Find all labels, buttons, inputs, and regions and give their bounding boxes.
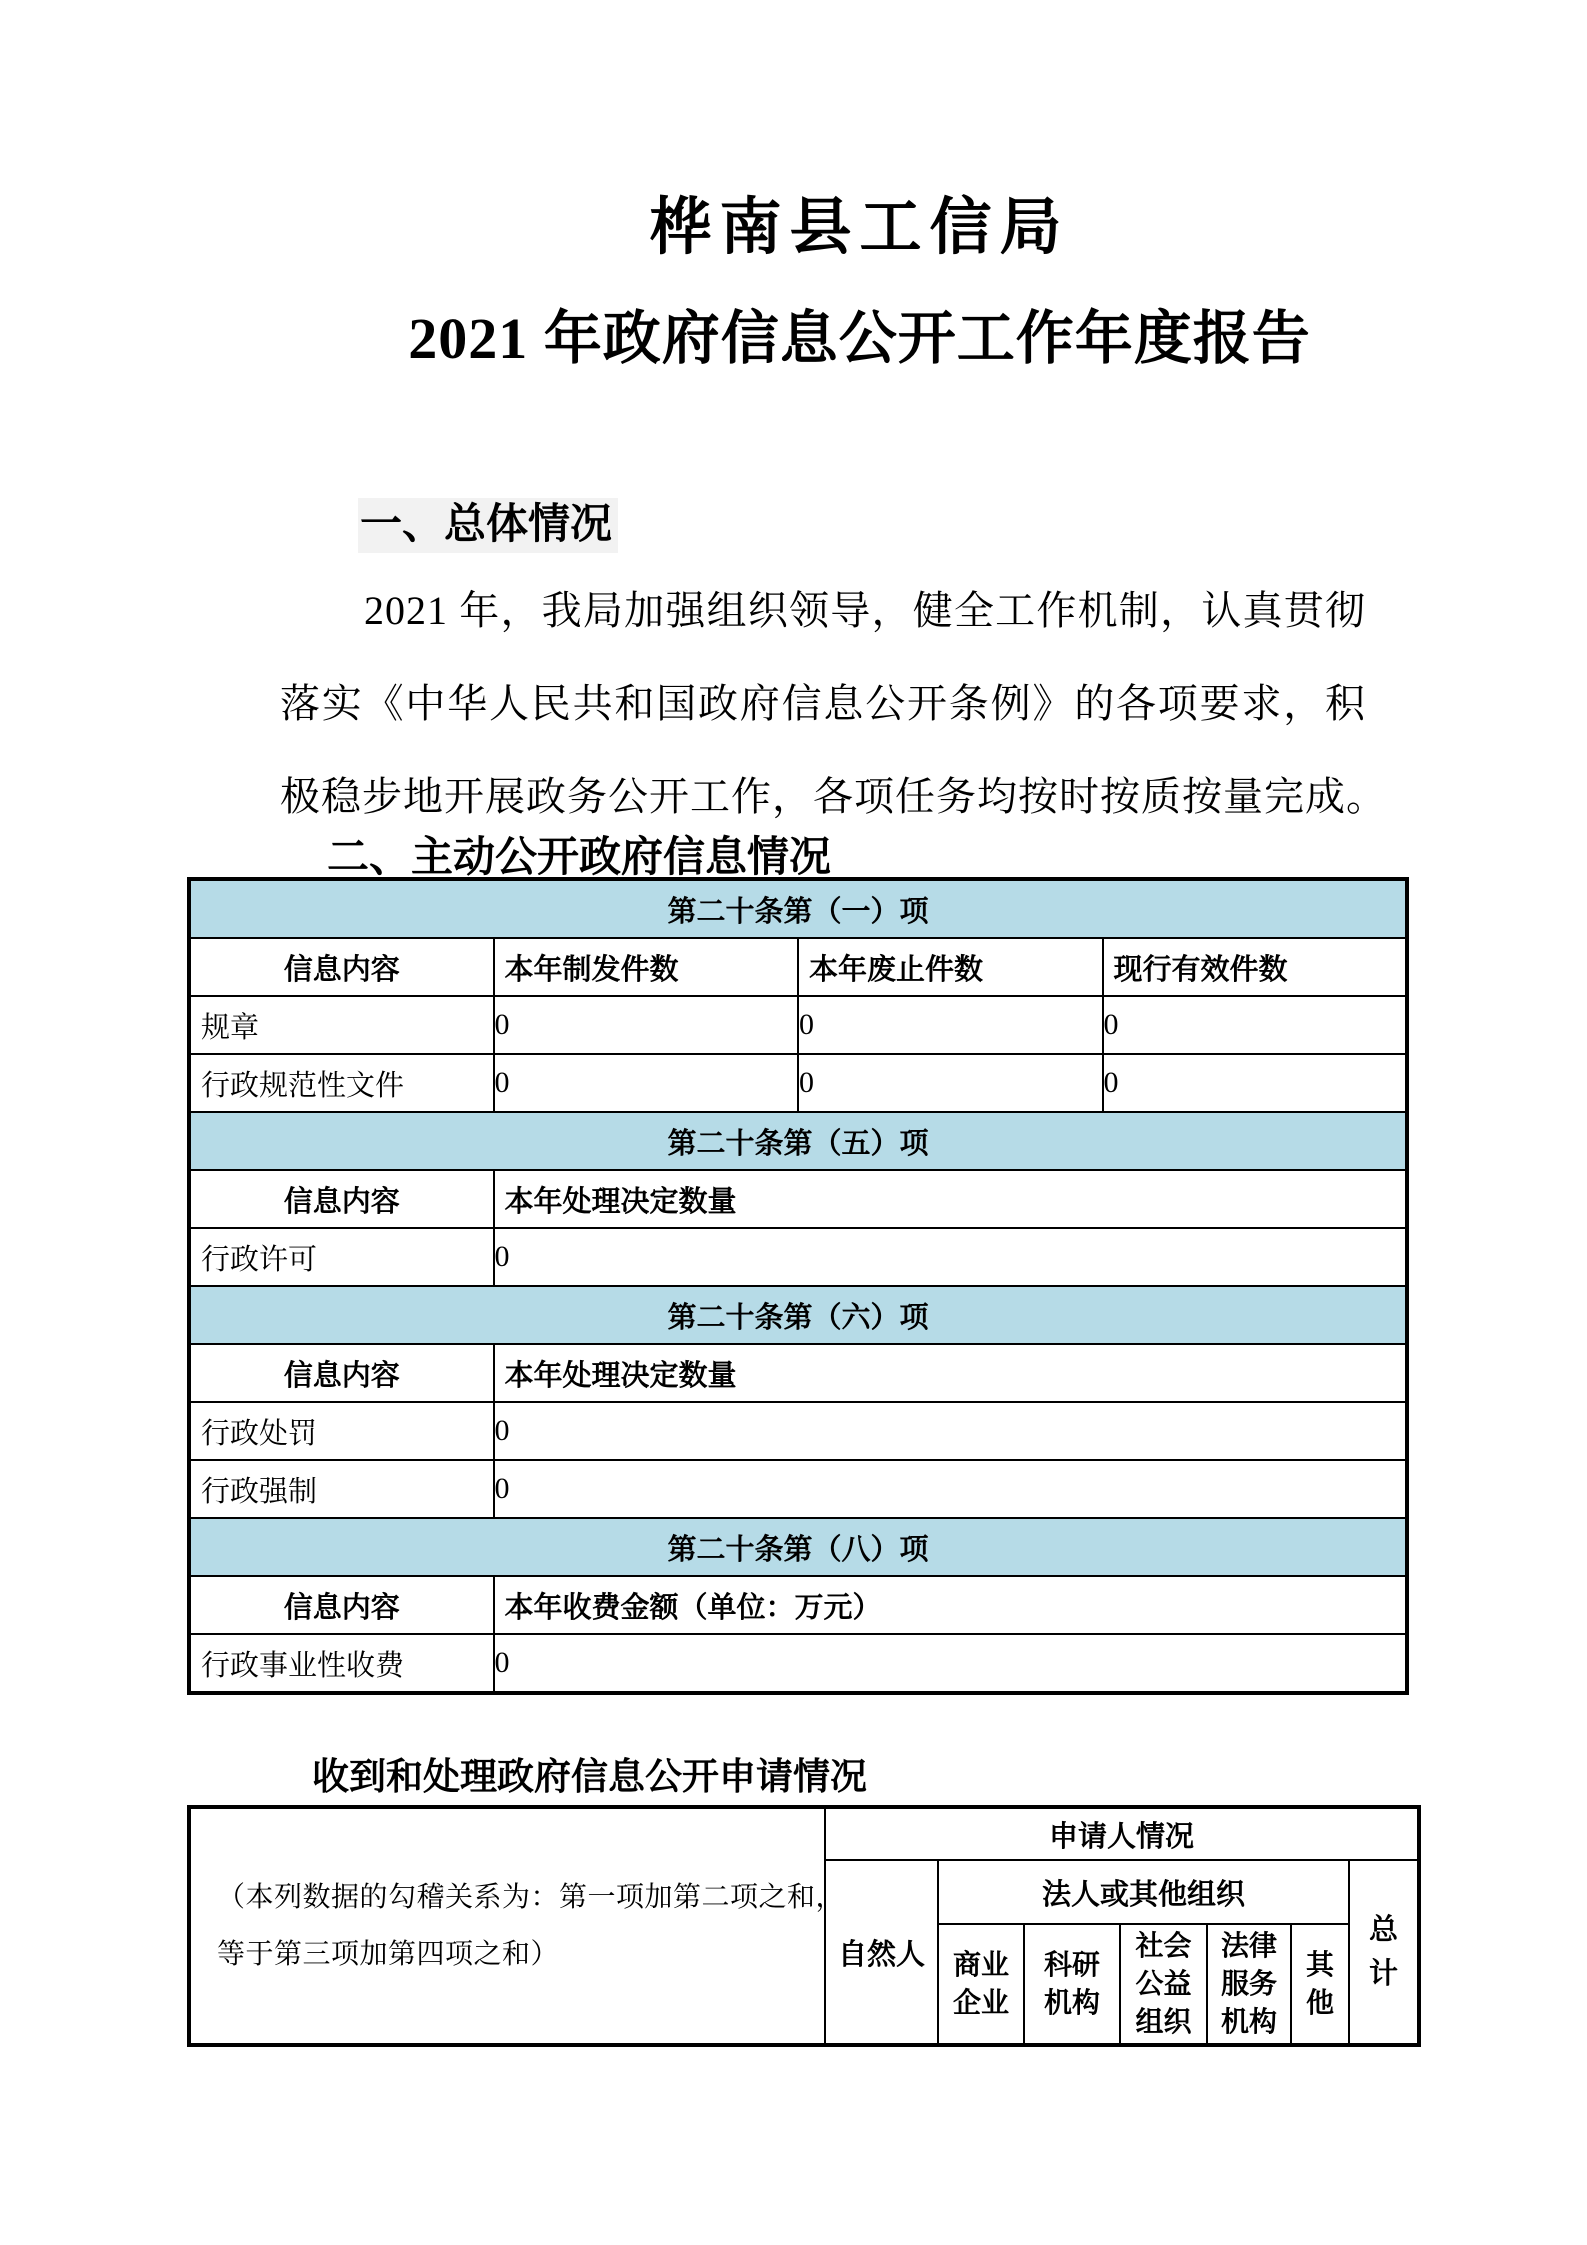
table2-sub-header: 其他: [1291, 1924, 1349, 2045]
table2-sub-header: 社会公益组织: [1120, 1924, 1207, 2045]
table2-total-cell: 总计: [1349, 1860, 1419, 2045]
section-1-heading-highlight: 一、总体情况: [358, 498, 618, 553]
table1-value: 0: [494, 1054, 799, 1112]
paragraph-line: 极稳步地开展政务公开工作，各项任务均按时按质按量完成。: [280, 774, 1387, 819]
table1-col-header: 本年处理决定数量: [494, 1170, 1408, 1228]
table1-section-header: 第二十条第（五）项: [189, 1112, 1407, 1170]
paragraph-line: 落实《中华人民共和国政府信息公开条例》的各项要求，积: [280, 681, 1366, 726]
table2-sub-header: 商业企业: [938, 1924, 1024, 2045]
table1-col-header: 本年处理决定数量: [494, 1344, 1408, 1402]
table1-value: 0: [494, 996, 799, 1054]
table1-value: 0: [798, 1054, 1103, 1112]
table1-section-header: 第二十条第（六）项: [189, 1286, 1407, 1344]
table2-sub-header: 法律服务机构: [1207, 1924, 1291, 2045]
document-title-line1: 桦南县工信局: [649, 194, 1070, 262]
paragraph-line: 2021 年，我局加强组织领导，健全工作机制，认真贯彻: [364, 588, 1366, 633]
table1-row-label: 行政许可: [189, 1228, 494, 1286]
table1-col-header: 现行有效件数: [1103, 938, 1408, 996]
applications-heading: 收到和处理政府信息公开申请情况: [312, 1756, 867, 1797]
table1-value: 0: [494, 1402, 1408, 1460]
proactive-disclosure-table: [187, 877, 1409, 1695]
table1-value: 0: [494, 1460, 1408, 1518]
table2-note-line: （本列数据的勾稽关系为：第一项加第二项之和，: [217, 1882, 845, 1913]
table1-value: 0: [494, 1634, 1408, 1693]
table1-value: 0: [1103, 1054, 1408, 1112]
table1-col-header: 信息内容: [189, 1576, 494, 1634]
section-2-heading: 二、主动公开政府信息情况: [327, 833, 832, 880]
table1-section-header: 第二十条第（八）项: [189, 1518, 1407, 1576]
table1-row-label: 行政处罚: [189, 1402, 494, 1460]
table1-section-header: 第二十条第（一）项: [189, 879, 1407, 938]
table1-col-header: 本年收费金额（单位：万元）: [494, 1576, 1408, 1634]
applications-table: [187, 1805, 1421, 2047]
table1-row-label: 行政强制: [189, 1460, 494, 1518]
table2-note-line: 等于第三项加第四项之和）: [217, 1939, 560, 1970]
table1-col-header: 本年制发件数: [494, 938, 799, 996]
table1-value: 0: [798, 996, 1103, 1054]
table1-col-header: 本年废止件数: [798, 938, 1103, 996]
table2-sub-header: 科研机构: [1024, 1924, 1120, 2045]
table1-col-header: 信息内容: [189, 1344, 494, 1402]
document-title-line2: 2021 年政府信息公开工作年度报告: [408, 306, 1311, 371]
table1-value: 0: [1103, 996, 1408, 1054]
section-1-heading: [358, 496, 1587, 552]
table1-value: 0: [494, 1228, 1408, 1286]
table2-legal-org-cell: 法人或其他组织: [938, 1860, 1349, 1924]
table1-row-label: 行政事业性收费: [189, 1634, 494, 1693]
table2-note-cell: [189, 1807, 845, 2045]
table2-applicant-header: 申请人情况: [825, 1807, 1419, 1860]
table1-col-header: 信息内容: [189, 1170, 494, 1228]
table1-row-label: 规章: [189, 996, 494, 1054]
table1-col-header: 信息内容: [189, 938, 494, 996]
table1-row-label: 行政规范性文件: [189, 1054, 494, 1112]
table2-natural-person-cell: 自然人: [825, 1860, 938, 2045]
overview-paragraph: [280, 564, 1387, 843]
